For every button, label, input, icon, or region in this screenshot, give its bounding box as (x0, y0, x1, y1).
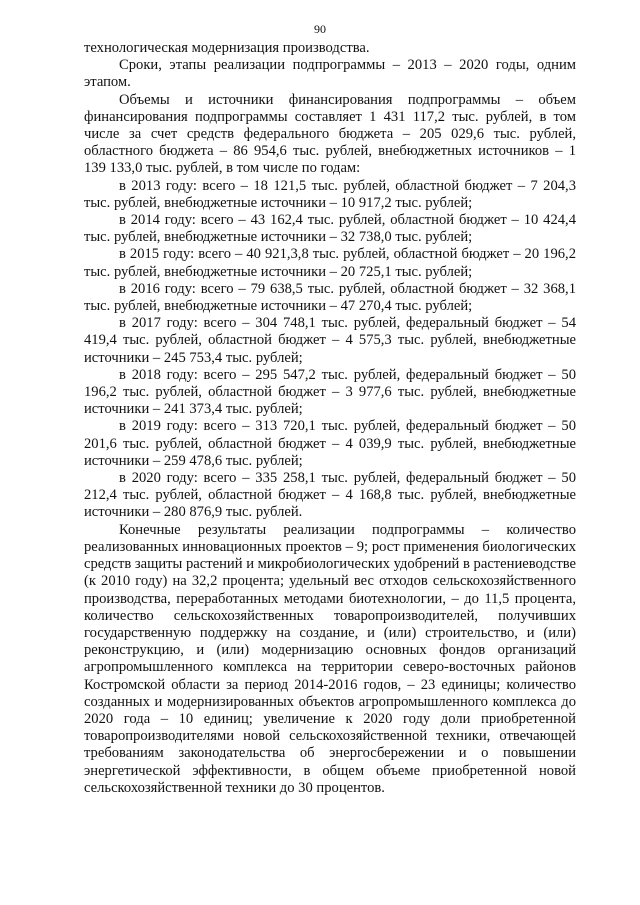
paragraph-year-2016: в 2016 году: всего – 79 638,5 тыс. рублей, областной бюджет – 32 368,1 тыс. рублей, внебюджетные источники – 47 270,4 тыс. рублей; (84, 280, 576, 315)
document-body (84, 40, 576, 797)
paragraph-timeline: Сроки, этапы реализации подпрограммы – 2013 – 2020 годы, одним этапом. (84, 57, 576, 91)
paragraph-year-2019: в 2019 году: всего – 313 720,1 тыс. рублей, федеральный бюджет – 50 201,6 тыс. рублей, областной бюджет – 4 039,9 тыс. рублей, внебюджетные источники – 259 478,6 тыс. рублей; (84, 418, 576, 469)
paragraph-continuation: технологическая модернизация производства. (84, 40, 370, 56)
paragraph-year-2017: в 2017 году: всего – 304 748,1 тыс. рублей, федеральный бюджет – 54 419,4 тыс. рублей, областной бюджет – 4 575,3 тыс. рублей, внебюджетные источники – 245 753,4 тыс. рублей; (84, 315, 576, 366)
paragraph-year-2018: в 2018 году: всего – 295 547,2 тыс. рублей, федеральный бюджет – 50 196,2 тыс. рублей, областной бюджет – 3 977,6 тыс. рублей, внебюджетные источники – 241 373,4 тыс. рублей; (84, 366, 576, 418)
paragraph-year-2015: в 2015 году: всего – 40 921,3,8 тыс. рублей, областной бюджет – 20 196,2 тыс. рублей, внебюджетные источники – 20 725,1 тыс. рублей; (84, 246, 576, 280)
paragraph-year-2020: в 2020 году: всего – 335 258,1 тыс. рублей, федеральный бюджет – 50 212,4 тыс. рублей, областной бюджет – 4 168,8 тыс. рублей, внебюджетные источники – 280 876,9 тыс. рублей. (84, 470, 576, 521)
paragraph-year-2013: в 2013 году: всего – 18 121,5 тыс. рублей, областной бюджет – 7 204,3 тыс. рублей, внебюджетные источники – 10 917,2 тыс. рублей; (84, 177, 576, 211)
page-number: 90 (314, 22, 326, 36)
paragraph-funding: Объемы и источники финансирования подпрограммы – объем финансирования подпрограммы составляет 1 431 117,2 тыс. рублей, в том числе за счет средств федерального бюджета – 205 029,6 тыс. рублей, областного бюджета – 86 954,6 тыс. рублей, внебюджетных источников – 1 139 133,0 тыс. рублей, в том числе по годам: (84, 91, 576, 177)
paragraph-year-2014: в 2014 году: всего – 43 162,4 тыс. рублей, областной бюджет – 10 424,4 тыс. рублей, внебюджетные источники – 32 738,0 тыс. рублей; (84, 212, 576, 246)
paragraph-results: Конечные результаты реализации подпрограммы – количество реализованных инновационных проектов – 9; рост применения биологических средств защиты растений и микробиологических удобрений в растениеводстве (к 2010 году) на 32,2 процента; удельный вес отходов сельскохозяйственного производства, переработанных методами биотехнологии, – до 11,5 процента, количество сельскохозяйственных товаропроизводителей, получивших государственную поддержку на создание, и (или) строительство, и (или) реконструкцию, и (или) модернизацию основных фондов организаций агропромышленного комплекса на территории северо-восточных районов Костромской области за период 2014-2016 годов, – 23 единицы; количество созданных и модернизированных объектов агропромышленного комплекса до 2020 года – 10 единиц; увеличение к 2020 году доли приобретенной товаропроизводителями новой сельскохозяйственной техники, отвечающей требованиям законодательства об энергосбережении и о повышении энергетической эффективности, в общем объеме приобретенной новой сельскохозяйственной техники до 30 процентов. (84, 521, 576, 796)
